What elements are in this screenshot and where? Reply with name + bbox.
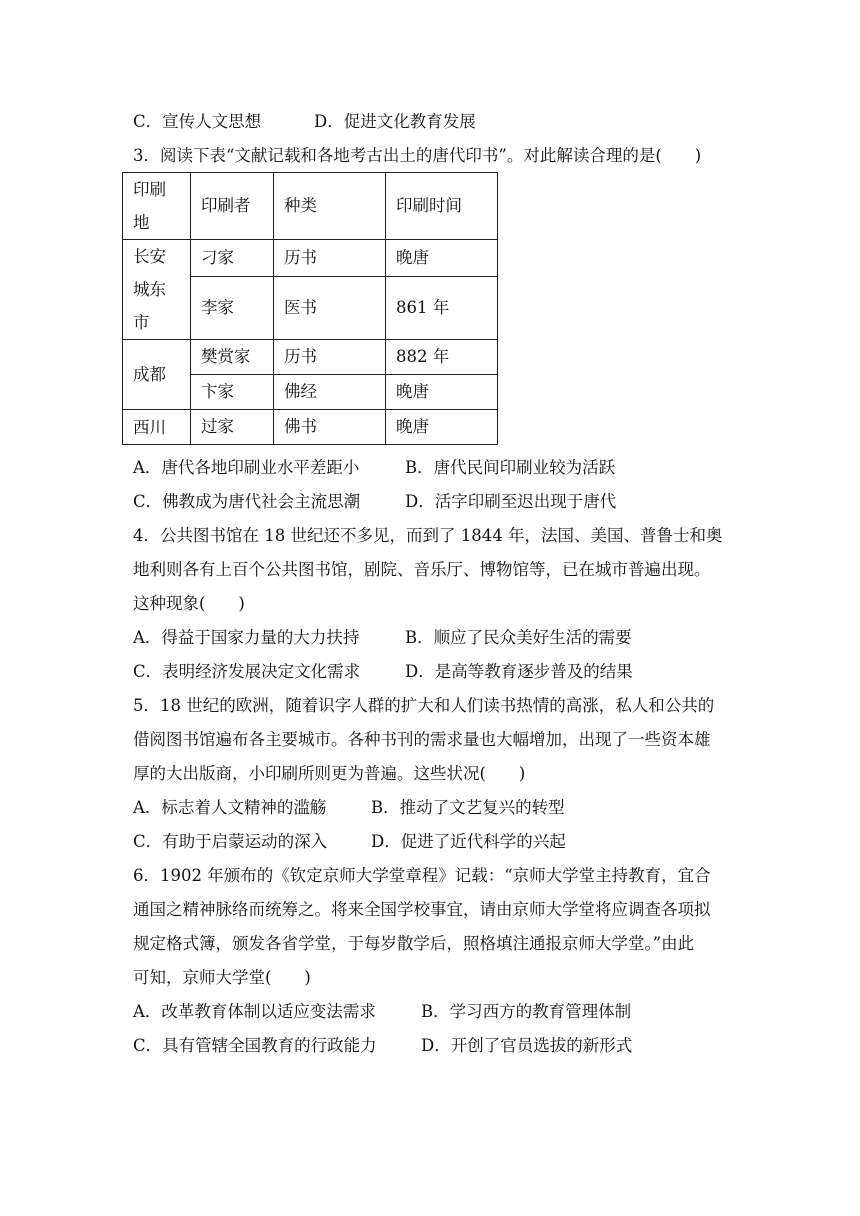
option-d: D．促进了近代科学的兴起 — [371, 832, 566, 851]
question-5-options-ab — [133, 796, 565, 820]
question-3-options-cd — [133, 490, 616, 514]
option-b: B．学习西方的教育管理体制 — [421, 1002, 632, 1021]
question-5-stem-line: 5．18 世纪的欧洲，随着识字人群的扩大和人们读书热情的高涨，私人和公共的 — [133, 696, 715, 715]
table-cell: 882 年 — [386, 340, 498, 375]
table-cell: 李家 — [191, 277, 274, 340]
table-row — [123, 240, 498, 277]
option-d: D．开创了官员选拔的新形式 — [421, 1036, 633, 1055]
option-d: D．活字印刷至迟出现于唐代 — [405, 492, 617, 511]
question-5-stem-line: 借阅图书馆遍布各主要城市。各种书刊的需求量也大幅增加，出现了一些资本雄 — [133, 730, 711, 749]
question-6-options-ab — [133, 1000, 631, 1024]
table-cell: 卞家 — [191, 375, 274, 410]
table-header-cell: 印刷时间 — [386, 173, 498, 240]
option-c: C．表明经济发展决定文化需求 — [133, 662, 361, 681]
table-header-cell: 印刷地 — [123, 173, 191, 240]
option-a: A．改革教育体制以适应变法需求 — [133, 1002, 376, 1021]
table-header-cell: 种类 — [274, 173, 386, 240]
table-cell: 历书 — [274, 240, 386, 277]
table-header-cell: 印刷者 — [191, 173, 274, 240]
option-a: A．唐代各地印刷业水平差距小 — [133, 458, 360, 477]
table-cell: 佛经 — [274, 375, 386, 410]
question-6-stem-line: 规定格式簿，颁发各省学堂，于每岁散学后，照格填注通报京师大学堂。”由此 — [133, 934, 695, 953]
question-5-stem-line: 厚的大出版商，小印刷所则更为普遍。这些状况( ) — [133, 764, 526, 783]
question-6-options-cd — [133, 1034, 632, 1058]
question-4-options-cd — [133, 660, 633, 684]
question-4-stem-line: 这种现象( ) — [133, 594, 245, 613]
table-cell-place: 长安城东市 — [123, 240, 191, 340]
question-4-options-ab — [133, 626, 632, 650]
table-header-row — [123, 173, 498, 240]
question-3-options-ab — [133, 456, 615, 480]
table-cell-place: 西川 — [123, 410, 191, 445]
option-c: C．有助于启蒙运动的深入 — [133, 832, 328, 851]
question-6-stem-line: 通国之精神脉络而统筹之。将来全国学校事宜，请由京师大学堂将应调查各项拟 — [133, 900, 711, 919]
option-c: C．佛教成为唐代社会主流思潮 — [133, 492, 361, 511]
table-cell-place: 成都 — [123, 340, 191, 410]
table-cell: 过家 — [191, 410, 274, 445]
table-cell: 历书 — [274, 340, 386, 375]
option-d: D．是高等教育逐步普及的结果 — [405, 662, 633, 681]
option-b: B．顺应了民众美好生活的需要 — [405, 628, 632, 647]
table-cell: 晚唐 — [386, 375, 498, 410]
table-row — [123, 410, 498, 445]
option-a: A．标志着人文精神的滥觞 — [133, 798, 327, 817]
option-b: B．推动了文艺复兴的转型 — [371, 798, 565, 817]
table-row — [123, 340, 498, 375]
table-cell: 861 年 — [386, 277, 498, 340]
table-cell: 晚唐 — [386, 410, 498, 445]
table-cell: 佛书 — [274, 410, 386, 445]
question-3-stem: 3．阅读下表“文献记载和各地考古出土的唐代印书”。对此解读合理的是( ) — [133, 146, 702, 165]
option-b: B．唐代民间印刷业较为活跃 — [405, 458, 616, 477]
table-cell: 樊赏家 — [191, 340, 274, 375]
option-a: A．得益于国家力量的大力扶持 — [133, 628, 360, 647]
option-c: C．宣传人文思想 — [133, 112, 262, 131]
table-cell: 晚唐 — [386, 240, 498, 277]
question-5-options-cd — [133, 830, 566, 854]
option-c: C．具有管辖全国教育的行政能力 — [133, 1036, 377, 1055]
printing-table — [122, 172, 498, 445]
table-cell: 刁家 — [191, 240, 274, 277]
question-4-stem-line: 4．公共图书馆在 18 世纪还不多见，而到了 1844 年，法国、美国、普鲁士和奥 — [133, 526, 723, 545]
prev-question-options — [133, 110, 476, 134]
question-6-stem-line: 可知，京师大学堂( ) — [133, 968, 311, 987]
question-6-stem-line: 6．1902 年颁布的《钦定京师大学堂章程》记载：“京师大学堂主持教育，宜合 — [133, 866, 711, 885]
table-cell: 医书 — [274, 277, 386, 340]
option-d: D．促进文化教育发展 — [314, 112, 476, 131]
question-4-stem-line: 地利则各有上百个公共图书馆，剧院、音乐厅、博物馆等，已在城市普遍出现。 — [133, 560, 711, 579]
